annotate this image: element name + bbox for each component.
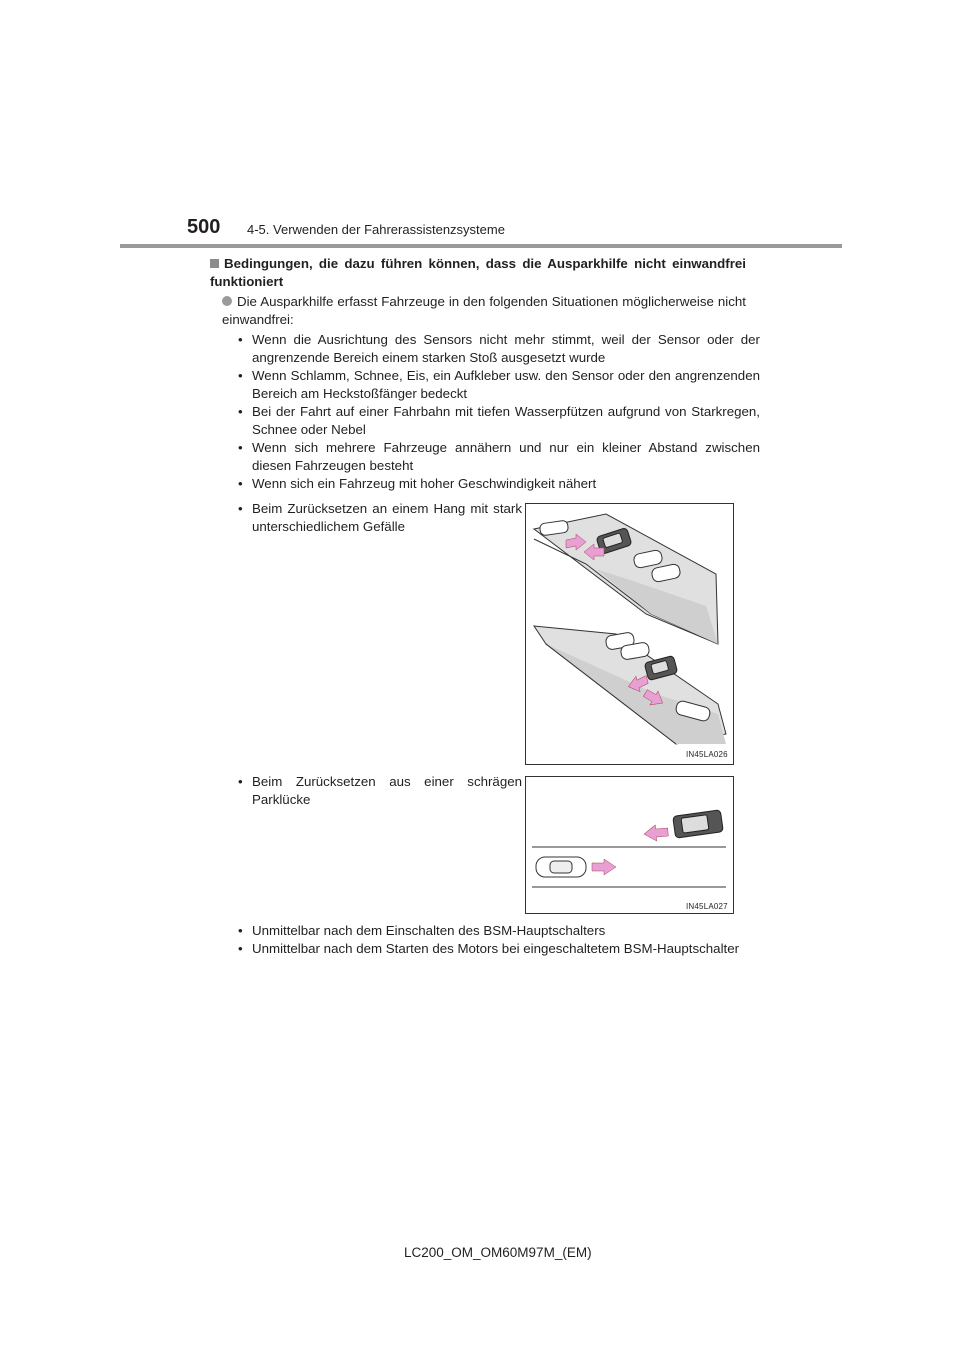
slope-illustration <box>525 503 734 765</box>
figure-id: IN45LA026 <box>686 750 728 759</box>
list-item: • Unmittelbar nach dem Einschalten des BSM-Hauptschalters <box>238 923 606 938</box>
list-item: • Wenn die Ausrichtung des Sensors nicht mehr stimmt, weil der Sensor oder der angrenzende Bereich einem starken Stoß ausgesetzt wurde <box>238 332 760 365</box>
list-item: • Unmittelbar nach dem Starten des Motors bei eingeschaltetem BSM-Hauptschalter <box>238 941 740 956</box>
list-item: • Wenn sich ein Fahrzeug mit hoher Geschwindigkeit nähert <box>238 476 597 491</box>
suv-icon <box>673 810 724 838</box>
car-icon <box>536 857 586 877</box>
arrow-icon <box>592 859 616 875</box>
angled-parking-illustration <box>525 776 734 914</box>
list-item: • Beim Zurücksetzen an einem Hang mit stark unterschiedlichem Gefälle <box>238 501 522 534</box>
list-item: • Beim Zurücksetzen aus einer schrägen Parklücke <box>238 774 522 807</box>
header-divider <box>120 244 842 248</box>
parking-diagram <box>526 777 733 913</box>
figure-id: IN45LA027 <box>686 902 728 911</box>
list-item: • Wenn Schlamm, Schnee, Eis, ein Aufkleber usw. den Sensor oder den angrenzenden Bereich am Heckstoßfänger bedeckt <box>238 368 760 401</box>
subsection-heading <box>210 255 746 291</box>
arrow-icon <box>643 824 668 842</box>
list-item: • Bei der Fahrt auf einer Fahrbahn mit tiefen Wasserpfützen aufgrund von Starkregen, Schnee oder Nebel <box>238 404 760 437</box>
list-item: • Wenn sich mehrere Fahrzeuge annähern und nur ein kleiner Abstand zwischen diesen Fahrzeugen besteht <box>238 440 760 473</box>
section-title: 4-5. Verwenden der Fahrerassistenzsysteme <box>247 222 505 237</box>
circle-bullet-icon <box>222 296 232 306</box>
intro-paragraph <box>222 293 746 329</box>
slope-diagram <box>526 504 733 764</box>
document-code: LC200_OM_OM60M97M_(EM) <box>404 1245 592 1260</box>
intro-text: Die Ausparkhilfe erfasst Fahrzeuge in den folgenden Situationen möglicherweise nicht einwandfrei: <box>222 294 746 327</box>
square-bullet-icon <box>210 259 219 268</box>
page-number: 500 <box>187 216 221 238</box>
subsection-heading-text: Bedingungen, die dazu führen können, dass die Ausparkhilfe nicht einwandfrei funktioniert <box>210 256 746 289</box>
